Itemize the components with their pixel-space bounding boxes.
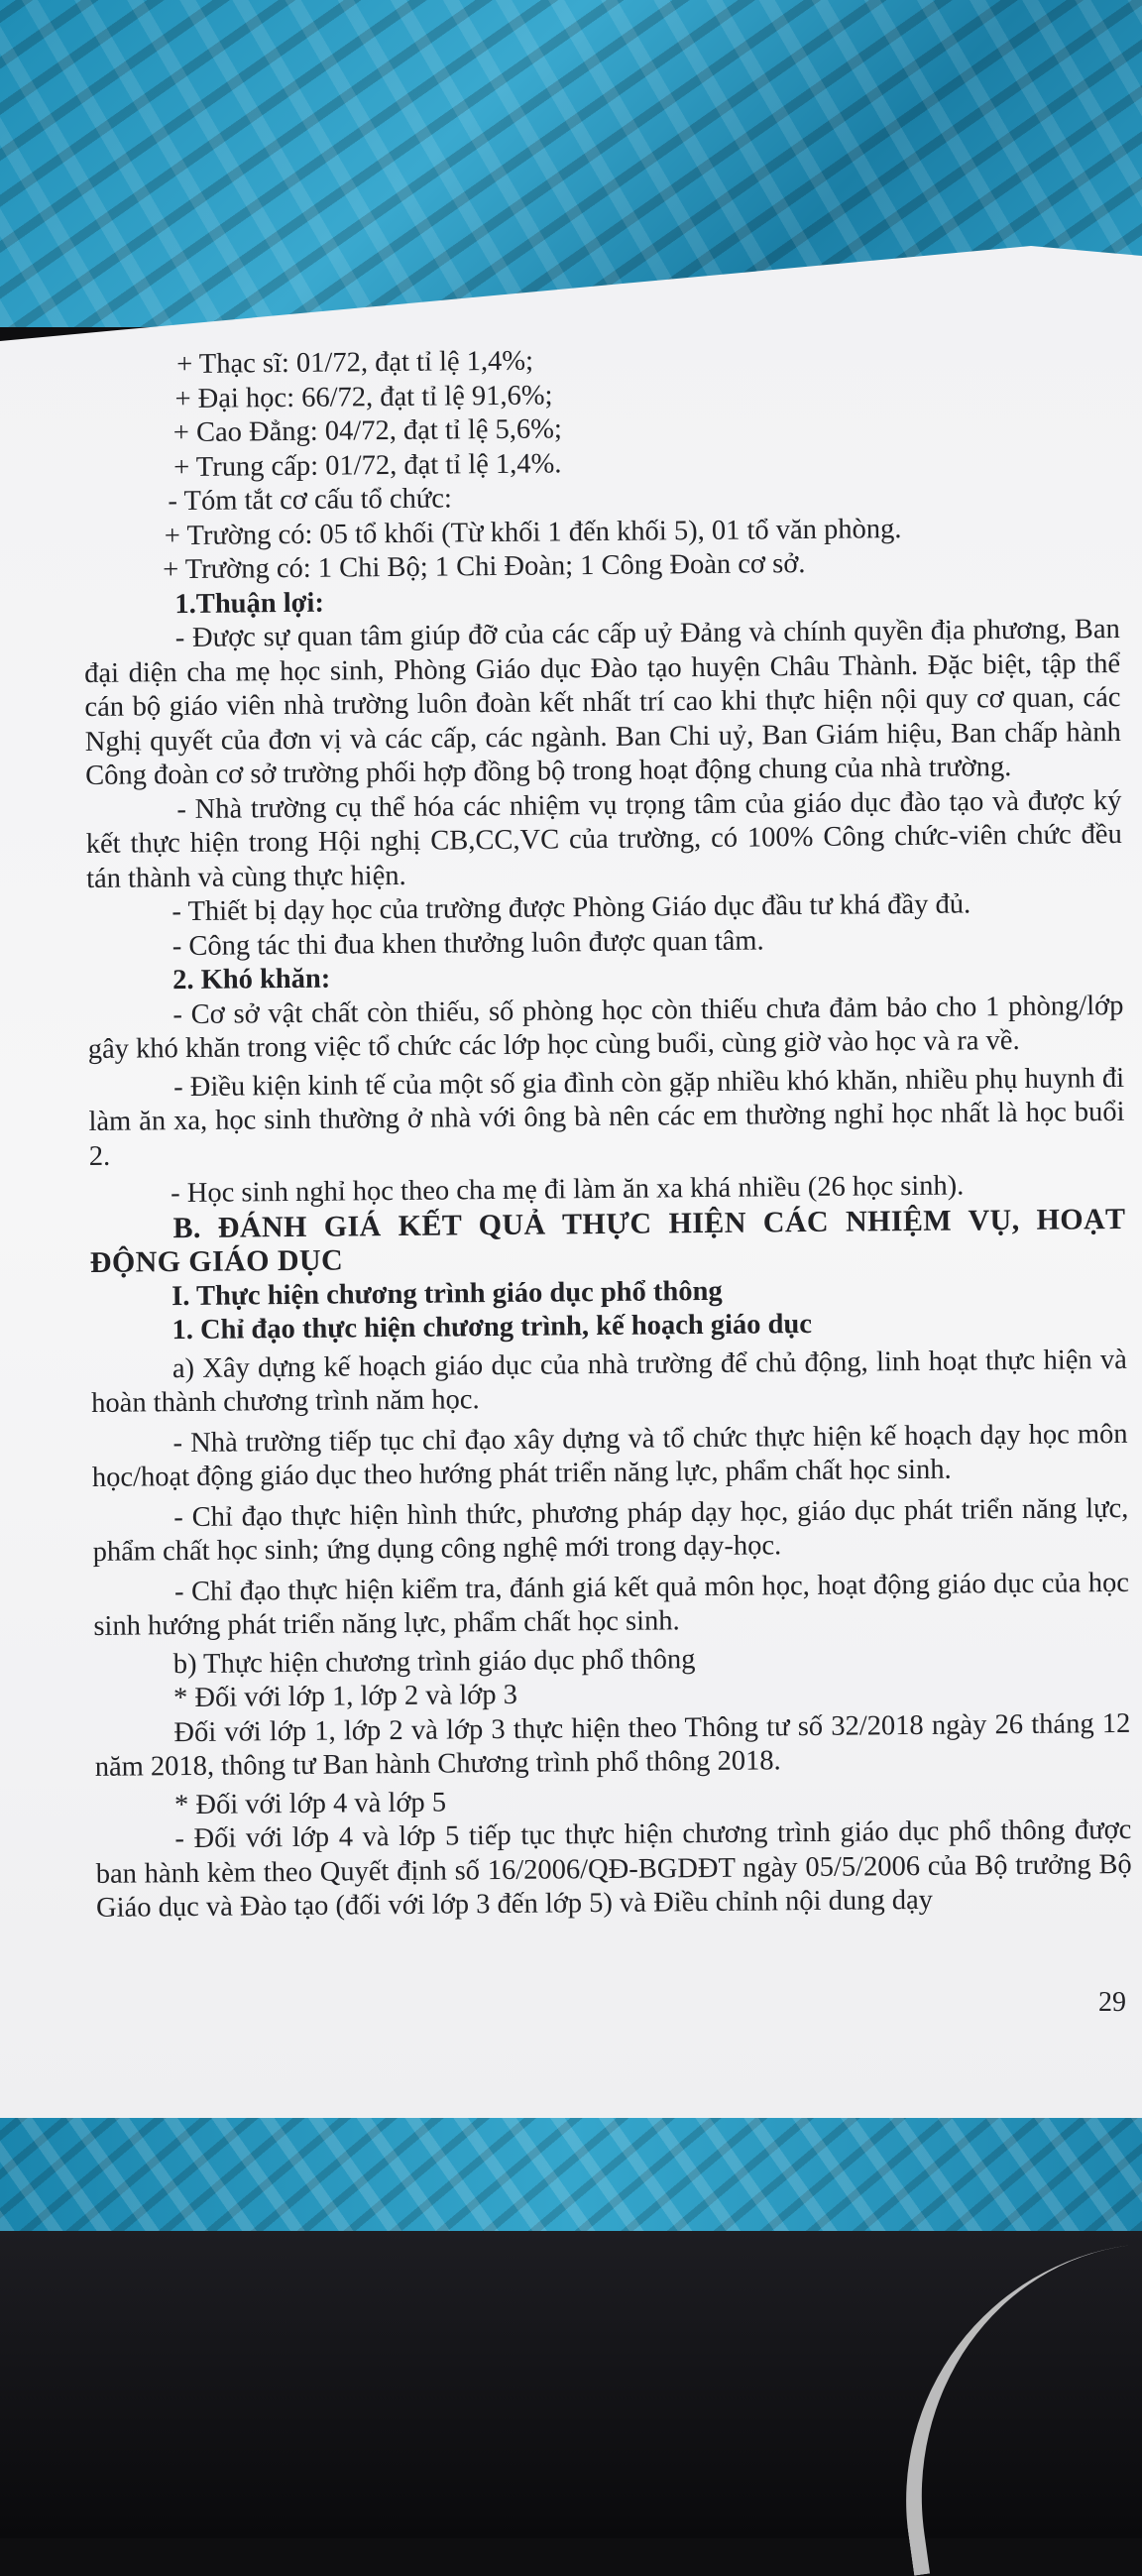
stat-line-university: + Đại học: 66/72, đạt tỉ lệ 91,6%; (174, 379, 553, 414)
grades-4-5-heading: * Đối với lớp 4 và lớp 5 (173, 1787, 447, 1820)
difficulties-paragraph-1: - Cơ sở vật chất còn thiếu, số phòng học còn thiếu chưa đảm bảo cho 1 phòng/lớp gây khó khăn trong việc tổ chức các lớp học cùng buổi, cùng giờ vào học và ra về. (87, 990, 1124, 1065)
org-unions-line: + Trường có: 1 Chi Bộ; 1 Chi Đoàn; 1 Công Đoàn cơ sở. (162, 547, 806, 586)
stat-line-masters: + Thạc sĩ: 01/72, đạt tỉ lệ 1,4%; (176, 345, 534, 381)
section-b-heading: B. ĐÁNH GIÁ KẾT QUẢ THỰC HIỆN CÁC NHIỆM VỤ, HOẠT ĐỘNG GIÁO DỤC (89, 1202, 1126, 1279)
stat-line-intermediate: + Trung cấp: 01/72, đạt tỉ lệ 1,4%. (172, 447, 562, 483)
section-i-heading: I. Thực hiện chương trình giáo dục phổ thông (171, 1275, 723, 1312)
advantages-equipment: - Thiết bị dạy học của trường được Phòng Giáo dục đầu tư khá đầy đủ. (171, 888, 971, 928)
heading-difficulties: 2. Khó khăn: (171, 963, 331, 996)
document-text (81, 339, 1132, 1926)
org-summary-line: - Tóm tắt cơ cấu tổ chức: (168, 483, 453, 518)
org-groups-line: + Trường có: 05 tổ khối (Từ khối 1 đến khối 5), 01 tổ văn phòng. (164, 513, 902, 551)
subsection-1-heading: 1. Chỉ đạo thực hiện chương trình, kế hoạch giáo dục (171, 1308, 813, 1347)
plan-paragraph-assessment: - Chỉ đạo thực hiện kiểm tra, đánh giá kết quả môn học, hoạt động giáo dục của học sinh hướng phát triển năng lực, phẩm chất học sinh. (93, 1567, 1130, 1642)
plan-paragraph-a: a) Xây dựng kế hoạch giáo dục của nhà trường để chủ động, linh hoạt thực hiện và hoàn thành chương trình năm học. (91, 1344, 1127, 1419)
page-number: 29 (1098, 1987, 1126, 2018)
advantages-emulation: - Công tác thi đua khen thưởng luôn được quan tâm. (171, 924, 764, 962)
advantages-paragraph-1: - Được sự quan tâm giúp đỡ của các cấp uỷ Đảng và chính quyền địa phương, Ban đại diện cha mẹ học sinh, Phòng Giáo dục Đào tạo huyện Châu Thành. Đặc biệt, tập thể cán bộ giáo viên nhà trường luôn đoàn kết nhất trí cao khi thực hiện nội quy cơ quan, các Nghị quyết của đơn vị và các cấp, các ngành. Ban Chi uỷ, Ban Giám hiệu, Ban chấp hành Công đoàn cơ sở trường phối hợp đồng bộ trong hoạt động chung của nhà trường. (83, 613, 1121, 791)
grades-4-5-paragraph: - Đối với lớp 4 và lớp 5 tiếp tục thực hiện chương trình giáo dục phổ thông được ban hành kèm theo Quyết định số 16/2006/QĐ-BGDĐT ngày 05/5/2006 của Bộ trưởng Bộ Giáo dục và Đào tạo (đối với lớp 3 đến lớp 5) và Điều chỉnh nội dung dạy (95, 1814, 1132, 1924)
stat-line-college: + Cao Đẳng: 04/72, đạt tỉ lệ 5,6%; (172, 413, 563, 449)
grades-1-3-heading: * Đối với lớp 1, lớp 2 và lớp 3 (172, 1679, 518, 1714)
program-heading-b: b) Thực hiện chương trình giáo dục phổ thông (172, 1643, 696, 1680)
difficulties-paragraph-3: - Học sinh nghỉ học theo cha mẹ đi làm ăn xa khá nhiều (26 học sinh). (171, 1170, 965, 1210)
heading-advantages: 1.Thuận lợi: (174, 587, 325, 620)
difficulties-paragraph-2: - Điều kiện kinh tế của một số gia đình còn gặp nhiều khó khăn, nhiều phụ huynh đi làm ăn xa, học sinh thường ở nhà với ông bà nên các em thường nghỉ học nhất là học buổi 2. (88, 1062, 1125, 1172)
plan-paragraph-methods: - Chỉ đạo thực hiện hình thức, phương pháp dạy học, giáo dục phát triển năng lực, phẩm chất học sinh; ứng dụng công nghệ mới trong dạy-học. (92, 1492, 1129, 1568)
advantages-paragraph-2: - Nhà trường cụ thể hóa các nhiệm vụ trọng tâm của giáo dục đào tạo và được ký kết thực hiện trong Hội nghị CB,CC,VC của trường, có 100% Công chức-viên chức đều tán thành và cùng thực hiện. (85, 784, 1122, 894)
plan-paragraph-continue: - Nhà trường tiếp tục chỉ đạo xây dựng và tổ chức thực hiện kế hoạch dạy học môn học/hoạt động giáo dục theo hướng phát triển năng lực, phẩm chất học sinh. (91, 1418, 1128, 1493)
fabric-background-bottom (0, 2112, 1142, 2231)
grades-1-3-paragraph: Đối với lớp 1, lớp 2 và lớp 3 thực hiện theo Thông tư số 32/2018 ngày 26 tháng 12 năm 2018, thông tư Ban hành Chương trình phổ thông 2018. (94, 1707, 1131, 1783)
